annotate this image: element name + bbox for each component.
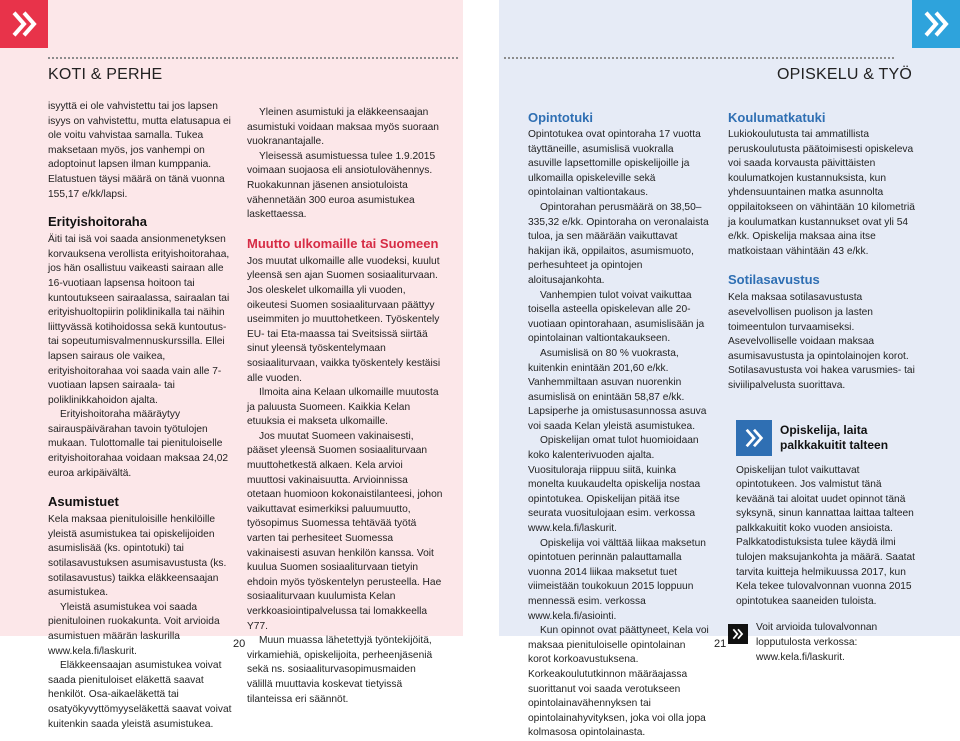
paragraph: Erityishoitoraha määräytyy sairauspäivärahan tavoin työtulojen mukaan. Tulottomalle tai pienituloiselle erityishoitorahaa voidaan maksaa 24,02 euroa arkipäivältä.: [48, 409, 229, 479]
section-divider: [48, 57, 458, 59]
paragraph: Kela maksaa pienituloisille henkilöille yleistä asumistukea tai opiskelijoiden asumislisää (ks. opintotuki) tai sotilasavustuksen asumisavustusta (ks. sotilasavustus) taikka eläkkeensaajan asumistukea.: [48, 514, 227, 599]
paragraph: Vanhempien tulot voivat vaikuttaa toisella asteella opiskelevan alle 20-vuotiaan opintorahaan, asumislisään ja opintolainan valtiontakaukseen.: [528, 289, 705, 345]
callout-link-text[interactable]: Voit arvioida tulovalvonnan lopputulosta verkossa: www.kela.fi/laskurit.: [756, 622, 878, 663]
section-title: OPISKELU & TYÖ: [777, 66, 912, 83]
callout-title: Opiskelija, laita palkkakuitit talteen: [780, 422, 889, 452]
paragraph: Asumislisä on 80 % vuokrasta, kuitenkin enintään 201,60 e/kk. Vanhemmiltaan asuvan nuorenkin asumislisä on enintään 58,87 e/kk. Lapsiperhe ja omistusasunnossa asuva voi saada Kelan yleistä asumistukea.: [528, 347, 707, 432]
heading-asumistuet: Asumistuet: [48, 494, 119, 510]
paragraph: Opiskelijan omat tulot huomioidaan koko kalenterivuoden ajalta. Vuosituloraja riippuu siitä, kuinka monelta kuukaudelta opiskelija nostaa opintotukea. Opiskelijan pitää itse seurata vuositulojaan esim. verkossa www.kela.fi/laskurit.: [528, 435, 701, 535]
paragraph: Eläkkeensaajan asumistukea voivat saada pienituloiset eläkettä saavat henkilöt. Osa-aikaeläkettä tai osatyökyvyttömyyseläkettä saavat voivat kuitenkin saada yleistä asumistukea.: [48, 660, 232, 730]
paragraph: Lukiokoulutusta tai ammatillista peruskoulutusta päätoimisesti opiskeleva voi saada korvausta päivittäisten koulumatkojen kustannuksista, kun yhdensuuntainen matka asunnolta oppilaitokseen on vähintään 10 kilometriä ja koulumatkan kustannukset ovat yli 54 e/kk. Opiskelija maksaa aina itse matkoistaan vähintään 43 e/kk.: [728, 129, 915, 257]
double-chevron-right-icon: [731, 627, 745, 641]
double-chevron-right-icon: [9, 9, 39, 39]
callout-header: [728, 412, 916, 464]
heading-erityishoitoraha: Erityishoitoraha: [48, 214, 147, 230]
paragraph: Äiti tai isä voi saada ansionmenetyksen korvauksena verollista erityishoitorahaa, jos hän osallistuu vaikeasti sairaan alle 16-vuotiaan lapsensa hoitoon tai kuntoutukseen sairaalassa, sairaalan tai erityishuoltopiirin poliklinikalla tai näihin liittyvässä kotihoidossa sekä kuntoutus- tai sopeutumisvalmennuskurssilla. Ellei lapsen sairaus ole vaikea, erityishoitorahaa voi saada vain alle 7-vuotiaan lapsen sairaala- tai poliklinikkahoidon ajalta.: [48, 234, 230, 406]
page-number: 21: [714, 638, 727, 650]
page-number: 20: [233, 638, 246, 650]
left-page: [0, 0, 480, 730]
right-column-1: [528, 100, 710, 741]
heading-opintotuki: Opintotuki: [528, 110, 593, 125]
section-divider: [504, 57, 894, 59]
callout-body: Opiskelijan tulot vaikuttavat opintotukeen. Jos valmistut tänä keväänä tai aloitat uudet opinnot tänä syksynä, sinun kannattaa laittaa talteen palkkakuitit koko vuoden ansioista. Palkkatodistuksista tulee käydä ilmi tulojen maksujankohta ja määrä. Saatat tarvita kuitteja helmikuussa 2017, kun Kela tekee tulovalvonnan vuonna 2015 opintotukea saaneiden tuloista.: [736, 464, 915, 607]
paragraph: Opintorahan perusmäärä on 38,50–335,32 e/kk. Opintoraha on veronalaista tuloa, ja sen määrään vaikuttavat hakijan ikä, oppilaitos, asumismuoto, perhesuhteet ja opintojen aloitusajankohta.: [528, 201, 709, 286]
paragraph: Ilmoita aina Kelaan ulkomaille muutosta ja paluusta Suomeen. Kaikkia Kelan etuuksia ei makseta ulkomaille.: [247, 387, 439, 428]
paragraph: Kela maksaa sotilasavustusta asevelvollisen puolison ja lasten toimeentulon turvaamiseksi. Asevelvolliselle voidaan maksaa asumisavustusta ja opintolainojen korot. Sotilasavustusta voi hakea varusmies- tai siviilipalvelusta suorittava.: [728, 292, 915, 391]
right-column-2: [728, 100, 916, 665]
link-chevron-box: [728, 624, 748, 644]
section-title: KOTI & PERHE: [48, 66, 163, 83]
paragraph: Yleisessä asumistuessa tulee 1.9.2015 voimaan suojaosa eli ansiotulovähennys. Ruokakunnan jäsenen ansiotuloista vähennetään 300 euroa asumistukea laskettaessa.: [247, 150, 436, 221]
paragraph: Muun muassa lähetettyjä työntekijöitä, virkamiehiä, opiskelijoita, perheenjäseniä sekä ns. sosiaaliturvasopimusmaiden välillä muuttavia koskevat tietyissä tilanteissa eri säännöt.: [247, 635, 433, 705]
callout-footer[interactable]: [728, 621, 916, 665]
left-column-1: [48, 100, 234, 732]
intro-paragraph: isyyttä ei ole vahvistettu tai jos lapsen isyys on vahvistettu, mutta elatusapua ei ole voitu vahvistaa samalla. Tukea maksetaan myös, jos vanhempi on adoptoinut lapsen ilman kumppania. Elatustuen täysi määrä on tänä vuonna 155,17 e/kk/lapsi.: [48, 101, 231, 200]
heading-sotilasavustus: Sotilasavustus: [728, 272, 820, 288]
info-callout: [728, 412, 916, 666]
heading-muutto: Muutto ulkomaille tai Suomeen: [247, 235, 439, 251]
right-page: [480, 0, 960, 739]
callout-chevron-box: [736, 420, 772, 456]
left-chevron-tab[interactable]: [0, 0, 48, 48]
double-chevron-right-icon: [743, 427, 765, 449]
paragraph: Yleistä asumistukea voi saada pienituloinen ruokakunta. Voit arvioida asumistuen määrän laskurilla www.kela.fi/laskurit.: [48, 601, 220, 657]
paragraph: Opiskelija voi välttää liikaa maksetun opintotuen perinnän palauttamalla vuonna 2014 liikaa maksetut tuet viimeistään toukokuun 2015 loppuun mennessä esim. verkossa www.kela.fi/asiointi.: [528, 537, 706, 622]
right-chevron-tab[interactable]: [912, 0, 960, 48]
double-chevron-right-icon: [921, 9, 951, 39]
heading-koulumatkatuki: Koulumatkatuki: [728, 110, 826, 125]
paragraph: Kun opinnot ovat päättyneet, Kela voi maksaa pienituloiselle opintolainan korot korkoavustuksena. Korkeakoulututkinnon määräajassa suorittanut voi saada verotukseen opintolainavähennyksen tai opintolainahyvityksen, joka voi olla jopa kolmasosa opintolainasta.: [528, 625, 709, 739]
paragraph: Yleinen asumistuki ja eläkkeensaajan asumistuki voidaan maksaa myös suoraan vuokranantajalle.: [247, 107, 439, 148]
left-column-2: [247, 106, 443, 707]
paragraph: Jos muutat Suomeen vakinaisesti, pääset yleensä Suomen sosiaaliturvaan muuttohetkestä alkaen. Kela arvioi muuttosi vakinaisuutta. Arvioinnissa otetaan huomioon kokonaistilanteesi, johon vaikuttavat esimerkiksi paluumuutto, työsopimus Suomessa tehtävää työtä varten tai perhesiteet Suomessa vakinaisesti asuvan henkilön kanssa. Voit kuulua Suomen sosiaaliturvaan tietyin ehdoin myös työskentelyn perusteella. Hae sosiaaliturvaan kuulumista Kelan verkkoasiointipalvelussa tai lomakkeella Y77.: [247, 430, 443, 632]
paragraph: Opintotukea ovat opintoraha 17 vuotta täyttäneille, asumislisä vuokralla asuville lapsettomille opiskelijoille ja ulkomailla opiskeleville sekä opintolainan valtiontakaus.: [528, 129, 701, 199]
paragraph: Jos muutat ulkomaille alle vuodeksi, kuulut yleensä sen ajan Suomen sosiaaliturvaan. Jos oleskelet ulkomailla yli vuoden, oikeutesi Suomen sosiaaliturvaan päättyy useimmiten jo muuttohetkeen. Työskentely EU- tai Eta-maassa tai Sveitsissä siirtää sinut yleensä työskentelymaan sosiaaliturvaan, vaikka työskentely kestäisi alle vuoden.: [247, 255, 441, 384]
